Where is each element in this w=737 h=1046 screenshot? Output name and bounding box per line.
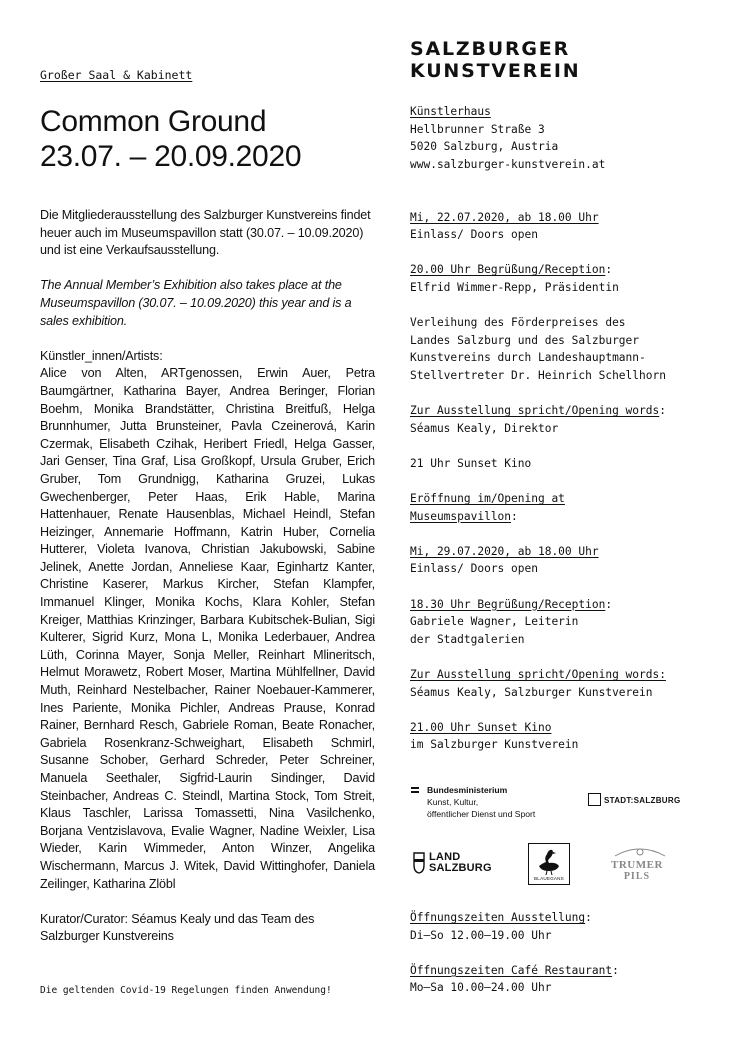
ministry-line-3: öffentlicher Dienst und Sport bbox=[427, 809, 536, 819]
sunset-2-place: im Salzburger Kunstverein bbox=[410, 738, 579, 752]
opening-2-doors: Einlass/ Doors open bbox=[410, 562, 538, 576]
opening-2-heading-line-1: Eröffnung im/Opening at bbox=[410, 492, 565, 506]
cafe-hours-times: Mo–Sa 10.00–24.00 Uhr bbox=[410, 981, 552, 995]
sunset-2-time: 21.00 Uhr Sunset Kino bbox=[410, 720, 552, 734]
ministry-line-1: Bundesministerium bbox=[427, 785, 508, 795]
pils-text: PILS bbox=[623, 871, 651, 882]
opening-2-heading-line-2: Museumspavillon bbox=[410, 509, 512, 523]
city-crest-icon bbox=[588, 793, 601, 806]
talk-1-speaker: Séamus Kealy, Direktor bbox=[410, 421, 559, 435]
exhibition-title: Common Ground bbox=[40, 105, 267, 138]
curator-credit: Kurator/Curator: Séamus Kealy und das Team des Salzburger Kunstvereins bbox=[40, 911, 315, 944]
welcome-1-time: 20.00 Uhr Begrüßung/Reception bbox=[410, 263, 606, 277]
exhibition-hours-heading: Öffnungszeiten Ausstellung bbox=[410, 911, 586, 924]
opening-1-doors: Einlass/ Doors open bbox=[410, 228, 538, 242]
welcome-2 bbox=[410, 596, 730, 649]
opening-1-date: Mi, 22.07.2020, ab 18.00 Uhr bbox=[410, 210, 599, 224]
opening-2-colon: : bbox=[511, 509, 518, 523]
program-column bbox=[410, 103, 730, 772]
covid-note: Die geltenden Covid-19 Regelungen finden Anwendung! bbox=[40, 985, 332, 996]
land-line-1: LAND bbox=[429, 851, 461, 863]
land-line-2: SALZBURG bbox=[429, 862, 492, 874]
cafe-hours-heading: Öffnungszeiten Café Restaurant bbox=[410, 963, 613, 977]
exhibition-title-block bbox=[40, 104, 301, 174]
ministry-line-2: Kunst, Kultur, bbox=[427, 797, 479, 807]
logo-line-2: KUNSTVEREIN bbox=[410, 60, 581, 82]
award-block bbox=[410, 314, 730, 384]
exhibition-hours-colon: : bbox=[585, 911, 592, 924]
welcome-1-colon: : bbox=[605, 263, 613, 277]
award-line-1: Verleihung des Förderpreises des bbox=[410, 316, 626, 330]
talk-1 bbox=[410, 402, 730, 437]
opening-2 bbox=[410, 543, 730, 578]
address-name: Künstlerhaus bbox=[410, 105, 491, 118]
welcome-2-time: 18.30 Uhr Begrüßung/Reception bbox=[410, 597, 606, 611]
opening-2-date: Mi, 29.07.2020, ab 18.00 Uhr bbox=[410, 544, 599, 558]
goose-icon bbox=[529, 847, 569, 877]
land-salzburg-crest-icon bbox=[413, 852, 425, 874]
exhibition-dates: 23.07. – 20.09.2020 bbox=[40, 140, 302, 173]
award-line-4: Stellvertreter Dr. Heinrich Schellhorn bbox=[410, 368, 666, 382]
stadt-salzburg-logo bbox=[588, 793, 681, 806]
welcome-2-colon: : bbox=[605, 597, 613, 611]
intro-german: Die Mitgliederausstellung des Salzburger Kunstvereins findet heuer auch im Museumspavillon statt (30.07. – 10.09.2020) und ist eine Verkaufsausstellung. bbox=[40, 208, 371, 258]
talk-2-speaker: Séamus Kealy, Salzburger Kunstverein bbox=[410, 685, 653, 699]
address-city: 5020 Salzburg, Austria bbox=[410, 140, 559, 154]
stadt-salzburg-text: STADT:SALZBURG bbox=[604, 796, 681, 805]
logo-line-1: SALZBURGER bbox=[410, 38, 571, 60]
description-column bbox=[40, 207, 375, 964]
trumer-text: TRUMER bbox=[611, 859, 663, 871]
talk-2-heading: Zur Ausstellung spricht/Opening words: bbox=[410, 668, 666, 681]
ministry-logo bbox=[427, 784, 535, 820]
sunset-2 bbox=[410, 719, 730, 754]
welcome-1 bbox=[410, 261, 730, 296]
sunset-1: 21 Uhr Sunset Kino bbox=[410, 456, 532, 470]
intro-english: The Annual Member’s Exhibition also takes place at the Museumspavillon (30.07. – 10.09.2020) this year and is a sales exhibition. bbox=[40, 278, 352, 328]
award-line-3: Kunstvereins durch Landeshauptmann- bbox=[410, 351, 646, 365]
talk-2 bbox=[410, 666, 730, 701]
welcome-2-speaker-line-2: der Stadtgalerien bbox=[410, 632, 525, 646]
kunstverein-logo bbox=[410, 38, 580, 82]
website-link[interactable]: www.salzburger-kunstverein.at bbox=[410, 157, 606, 171]
welcome-1-speaker: Elfrid Wimmer-Repp, Präsidentin bbox=[410, 280, 619, 294]
artists-list: Alice von Alten, ARTgenossen, Erwin Auer, Petra Baumgärtner, Katharina Bayer, Andrea Beringer, Florian Boehm, Monika Brandstätter, Christina Breitfuß, Helga Brunnhumer, Jutta Brunsteiner, Pavla Czeinerová, Karin Czermak, Elisabeth Czihak, Heribert Friedl, Helga Gasser, Jari Genser, Tina Graf, Lisa Großkopf, Ursula Gruber, Erich Gruber, Tom Grundnigg, Katharina Gruzei, Lukas Gwechenberger, Peter Haas, Erik Hable, Marina Hattenhauer, Renate Hausenblas, Michael Heindl, Stefan Heizinger, Annemarie Hoffmann, Katrin Huber, Cornelia Hutterer, Violeta Ivanova, Christian Jakubowski, Sabine Jelinek, Anette Jordan, Anneliese Kaar, Eginhartz Kanter, Christine Kaserer, Markus Kircher, Stefan Klampfer, Immanuel Klinger, Monika Kochs, Klara Kohler, Stefan Kreiger, Matthias Krinzinger, Barbara Kubitschek-Bulian, Sigi Kulterer, Sigrid Kurz, Mona L, Monika Lederbauer, Andrea Lüth, Corinna Mayer, Sonja Meller, Reinhart Mlineritsch, Helmut Morawetz, Robert Moser, Martina Mühlfellner, David Muth, Reinhard Nestelbacher, Rainer Noebauer-Kammerer, Ines Pariente, Monika Pichler, Andreas Prause, Konrad Rainer, Bernhard Resch, Gabriele Roman, Beate Ronacher, Gabriela Rosenkranz-Schweighart, Elisabeth Schmirl, Susanne Schober, Gerhard Schreder, Peter Schreiner, Manuela Seethaler, Sigfrid-Laurin Sindinger, David Steinbacher, Andreas C. Steindl, Martina Stock, Tom Streit, Klaus Taschler, Larissa Tomassetti, Nina Vasilchenko, Borjana Ventzislavova, Evalie Wagner, Nadine Weixler, Lisa Wieder, Karin Wimmeder, Anton Winzer, Angelika Wischermann, Marcus J. Witek, David Wittinghofer, Daniela Zeilinger, Katharina Zlöbl bbox=[40, 366, 375, 891]
talk-1-heading: Zur Ausstellung spricht/Opening words bbox=[410, 404, 660, 418]
address-block bbox=[410, 103, 730, 173]
opening-hours bbox=[410, 909, 619, 997]
exhibition-hours-times: Di–So 12.00–19.00 Uhr bbox=[410, 928, 552, 942]
blauegans-text: BLAUEGANS bbox=[534, 876, 564, 881]
address-street: Hellbrunner Straße 3 bbox=[410, 122, 545, 136]
austrian-flag-icon bbox=[411, 787, 419, 793]
artists-heading: Künstler_innen/Artists: bbox=[40, 348, 163, 363]
welcome-2-speaker-line-1: Gabriele Wagner, Leiterin bbox=[410, 615, 579, 629]
blauegans-logo bbox=[528, 843, 570, 885]
talk-1-colon: : bbox=[659, 404, 666, 418]
award-line-2: Landes Salzburg und des Salzburger bbox=[410, 333, 640, 347]
venue-label: Großer Saal & Kabinett bbox=[40, 68, 193, 82]
opening-1 bbox=[410, 209, 730, 244]
trumer-crest-icon bbox=[611, 846, 669, 858]
cafe-hours-colon: : bbox=[612, 963, 619, 977]
opening-2-heading bbox=[410, 490, 730, 525]
trumer-pils-logo bbox=[611, 846, 663, 882]
